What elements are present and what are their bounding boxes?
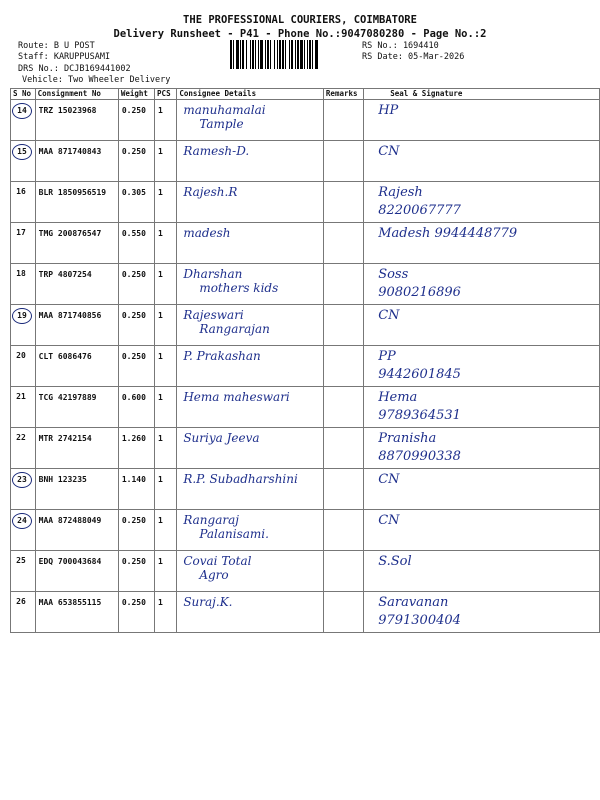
table-row [11,182,600,223]
serial-number: 21 [16,392,26,401]
pcs-cell [155,182,177,223]
barcode-image [230,40,358,69]
remarks-cell [323,592,363,633]
remarks-cell [323,264,363,305]
table-body [11,100,600,633]
consignment-cell [35,305,118,346]
seal-signature-cell [364,141,600,182]
weight-cell [118,592,154,633]
consignee-name: R.P. Subadharshini [183,472,298,486]
consignment-number: MTR 2742154 [38,434,92,443]
sno-cell [11,510,36,551]
table-row [11,141,600,182]
seal-signature-cell [364,346,600,387]
rs-date: RS Date: 05-Mar-2026 [362,52,465,62]
pcs-value: 1 [158,106,163,115]
consignee-details-cell [177,510,324,551]
consignee-name: P. Prakashan [183,349,261,363]
consignment-cell [35,592,118,633]
table-header-row [11,89,600,100]
signature-phone [364,487,599,491]
seal-signature-cell [364,469,600,510]
consignee-name: Dharshan [183,267,243,281]
pcs-value: 1 [158,598,163,607]
consignee-name: Rajeswari [183,308,244,322]
table-row [11,264,600,305]
remarks-cell [323,346,363,387]
signature: CN [378,513,400,528]
company-title: THE PROFESSIONAL COURIERS, COIMBATORE [183,14,417,26]
consignee-details-cell [177,182,324,223]
table-row [11,223,600,264]
runsheet-table [10,88,600,633]
weight-cell [118,469,154,510]
remarks-cell [323,182,363,223]
consignee-name: Suriya Jeeva [183,431,260,445]
signature-phone: 9789364531 [378,408,461,423]
sno-cell [11,551,36,592]
consignee-name-line2: mothers kids [199,281,279,295]
vehicle-label: Vehicle: Two Wheeler Delivery [22,75,171,85]
pcs-value: 1 [158,229,163,238]
consignee-details-cell [177,305,324,346]
col-remarks: Remarks [323,89,363,100]
weight-cell [118,346,154,387]
serial-number: 15 [12,144,32,160]
serial-number: 23 [12,472,32,488]
seal-signature-cell [364,387,600,428]
weight-value: 0.305 [121,188,146,197]
signature: S.Sol [378,554,412,569]
barcode-bar [318,40,319,69]
sno-cell [11,223,36,264]
sno-cell [11,305,36,346]
consignment-number: TRP 4807254 [38,270,92,279]
consignee-name: Ramesh-D. [183,144,250,158]
col-weight: Weight [118,89,154,100]
sno-cell [11,469,36,510]
runsheet-subtitle: Delivery Runsheet - P41 - Phone No.:9047080280 - Page No.:2 [113,28,487,40]
signature-phone [364,569,599,573]
pcs-cell [155,346,177,387]
pcs-cell [155,510,177,551]
signature-phone: 8220067777 [378,203,461,218]
col-consignment: Consignment No [35,89,118,100]
pcs-cell [155,141,177,182]
col-sno: S No [11,89,36,100]
pcs-cell [155,469,177,510]
pcs-cell [155,387,177,428]
consignee-name: Rajesh.R [183,185,238,199]
pcs-value: 1 [158,352,163,361]
signature-phone: 9791300404 [378,613,461,628]
drs-label: DRS No.: DCJB169441002 [18,64,131,74]
pcs-value: 1 [158,475,163,484]
table-row [11,100,600,141]
consignment-number: BNH 123235 [38,475,87,484]
seal-signature-cell [364,510,600,551]
consignment-number: MAA 871740856 [38,311,102,320]
serial-number: 14 [12,103,32,119]
consignment-cell [35,182,118,223]
weight-value: 0.250 [121,557,146,566]
serial-number: 22 [16,433,26,442]
table-row [11,346,600,387]
pcs-cell [155,592,177,633]
signature: CN [378,472,400,487]
signature-phone [364,323,599,327]
weight-value: 0.250 [121,516,146,525]
signature: Hema [378,390,418,405]
sno-cell [11,264,36,305]
table-row [11,510,600,551]
pcs-cell [155,264,177,305]
consignee-details-cell [177,469,324,510]
signature-phone: 8870990338 [378,449,461,464]
route-label: Route: B U POST [18,41,95,51]
consignment-number: TRZ 15023968 [38,106,97,115]
rs-number: RS No.: 1694410 [362,41,439,51]
consignee-name-line2: Palanisami. [199,527,269,541]
consignee-name: madesh [183,226,231,240]
table-row [11,428,600,469]
weight-value: 0.250 [121,352,146,361]
serial-number: 20 [16,351,26,360]
consignment-cell [35,223,118,264]
weight-value: 0.550 [121,229,146,238]
signature: HP [378,103,399,118]
pcs-value: 1 [158,270,163,279]
signature: Rajesh [378,185,423,200]
serial-number: 16 [16,187,26,196]
consignee-name: Hema maheswari [183,390,290,404]
serial-number: 24 [12,513,32,529]
consignee-details-cell [177,264,324,305]
consignment-number: MAA 872488049 [38,516,102,525]
sno-cell [11,100,36,141]
consignee-name-line2: Tample [199,117,244,131]
consignee-name-line2: Rangarajan [199,322,270,336]
table-row [11,551,600,592]
weight-cell [118,305,154,346]
consignment-number: CLT 6086476 [38,352,92,361]
consignee-name: Suraj.K. [183,595,233,609]
consignment-cell [35,551,118,592]
seal-signature-cell [364,223,600,264]
weight-value: 1.140 [121,475,146,484]
sno-cell [11,141,36,182]
remarks-cell [323,387,363,428]
weight-cell [118,182,154,223]
consignee-details-cell [177,141,324,182]
pcs-value: 1 [158,434,163,443]
weight-cell [118,387,154,428]
consignment-cell [35,510,118,551]
col-pcs: PCS [155,89,177,100]
table-row [11,387,600,428]
consignment-number: EDQ 700043684 [38,557,102,566]
table-row [11,469,600,510]
sno-cell [11,428,36,469]
signature: CN [378,144,400,159]
consignee-details-cell [177,551,324,592]
consignee-name: Covai Total [183,554,252,568]
consignee-name: Rangaraj [183,513,239,527]
consignment-cell [35,141,118,182]
staff-label: Staff: KARUPPUSAMI [18,52,111,62]
weight-value: 0.250 [121,311,146,320]
serial-number: 18 [16,269,26,278]
weight-value: 0.250 [121,147,146,156]
serial-number: 17 [16,228,26,237]
sno-cell [11,182,36,223]
consignment-number: MAA 653855115 [38,598,102,607]
pcs-cell [155,551,177,592]
signature-phone [364,241,599,245]
consignment-number: TCG 42197889 [38,393,97,402]
pcs-value: 1 [158,516,163,525]
serial-number: 19 [12,308,32,324]
seal-signature-cell [364,551,600,592]
weight-cell [118,551,154,592]
consignment-cell [35,387,118,428]
pcs-value: 1 [158,311,163,320]
signature: Soss [378,267,409,282]
remarks-cell [323,469,363,510]
seal-signature-cell [364,264,600,305]
consignee-name-line2: Agro [199,568,229,582]
sno-cell [11,592,36,633]
weight-value: 0.600 [121,393,146,402]
consignee-details-cell [177,223,324,264]
seal-signature-cell [364,305,600,346]
weight-cell [118,223,154,264]
signature-phone [364,528,599,532]
pcs-value: 1 [158,393,163,402]
pcs-cell [155,305,177,346]
remarks-cell [323,428,363,469]
signature-phone: 9442601845 [378,367,461,382]
weight-value: 0.250 [121,270,146,279]
table-row [11,592,600,633]
seal-signature-cell [364,428,600,469]
signature: Saravanan [378,595,449,610]
remarks-cell [323,223,363,264]
remarks-cell [323,100,363,141]
weight-cell [118,428,154,469]
weight-cell [118,100,154,141]
consignee-details-cell [177,100,324,141]
seal-signature-cell [364,100,600,141]
pcs-cell [155,100,177,141]
serial-number: 25 [16,556,26,565]
weight-cell [118,510,154,551]
signature-phone [364,118,599,122]
consignee-details-cell [177,346,324,387]
weight-value: 1.260 [121,434,146,443]
sno-cell [11,346,36,387]
remarks-cell [323,510,363,551]
consignee-details-cell [177,428,324,469]
weight-cell [118,264,154,305]
pcs-value: 1 [158,557,163,566]
pcs-cell [155,428,177,469]
consignment-number: BLR 1850956519 [38,188,107,197]
pcs-value: 1 [158,147,163,156]
consignment-number: TMG 200876547 [38,229,102,238]
consignment-number: MAA 871740843 [38,147,102,156]
seal-signature-cell [364,592,600,633]
consignee-details-cell [177,592,324,633]
signature-phone [364,159,599,163]
sno-cell [11,387,36,428]
table-row [11,305,600,346]
signature: CN [378,308,400,323]
consignment-cell [35,469,118,510]
remarks-cell [323,305,363,346]
pcs-cell [155,223,177,264]
consignment-cell [35,100,118,141]
weight-cell [118,141,154,182]
signature: Pranisha [378,431,437,446]
serial-number: 26 [16,597,26,606]
pcs-value: 1 [158,188,163,197]
signature: PP [378,349,396,364]
col-consignee-details: Consignee Details [177,89,324,100]
consignment-cell [35,428,118,469]
consignment-cell [35,264,118,305]
col-seal-signature: Seal & Signature [364,89,600,100]
consignee-details-cell [177,387,324,428]
remarks-cell [323,141,363,182]
weight-value: 0.250 [121,598,146,607]
weight-value: 0.250 [121,106,146,115]
consignee-name: manuhamalai [183,103,266,117]
remarks-cell [323,551,363,592]
signature-phone: 9080216896 [378,285,461,300]
consignment-cell [35,346,118,387]
seal-signature-cell [364,182,600,223]
signature: Madesh 9944448779 [378,226,518,241]
